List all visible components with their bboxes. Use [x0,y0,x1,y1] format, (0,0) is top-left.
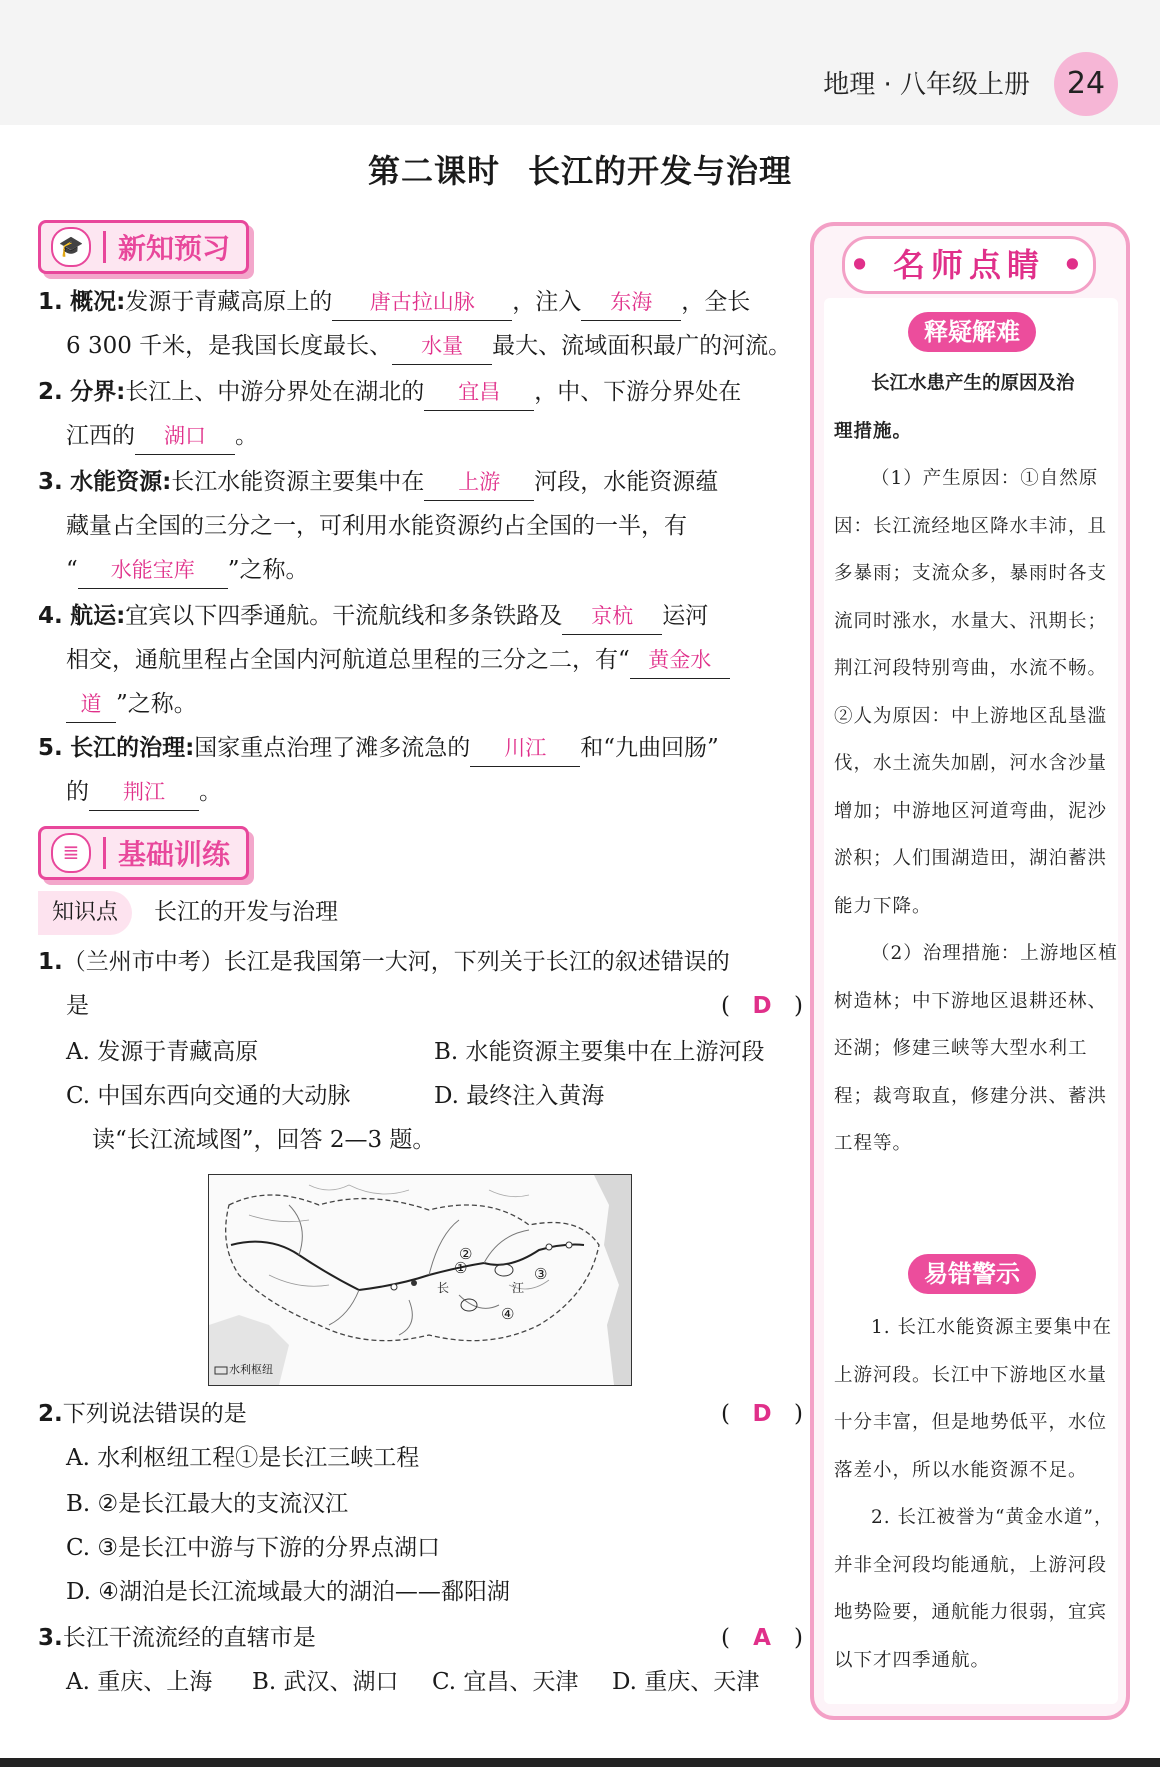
item-text: 发源于青藏高原上的 [125,289,333,315]
answer-blank: 京杭 [562,598,662,635]
sidebar-title-text: 名师点睛 [892,246,1045,284]
question-1-line2 [66,984,803,1028]
item-text: 长江水能资源主要集中在 [171,469,425,495]
answer-blank: 川江 [470,730,580,767]
preview-item-5-line2 [66,770,222,814]
answer-letter: D [752,993,772,1019]
item-heading: 航运 [70,603,117,629]
question-3 [38,1616,803,1660]
answer-blank: 上游 [424,464,534,501]
question-number: 1. [38,949,63,975]
item-text: 。 [235,423,258,449]
item-number: 2. [38,379,63,405]
question-text: 长江干流流经的直辖市是 [62,1625,316,1651]
header-band [0,0,1160,125]
teacher-tips-sidebar [810,222,1130,1720]
preview-item-1-line2 [66,324,791,368]
answer-blank: 黄金水 [630,642,730,679]
section-practice-label: 基础训练 [118,838,231,871]
preview-item-4-line2 [66,638,730,682]
warning-item-2: 2. 长江被誉为“黄金水道”，并非全河段均能通航，上游河段地势险要，通航能力很弱，宜宾以下才四季通航。 [834,1507,1114,1671]
item-text: 江西的 [66,423,135,449]
item-text: 运河 [662,603,709,629]
map-label-2: ② [459,1245,473,1263]
item-text: 国家重点治理了滩多流急的 [194,735,471,761]
preview-item-1: 1. 概况:发源于青藏高原上的 唐古拉山脉 ，注入 东海 ，全长 [38,280,750,324]
explanation-title [834,360,1120,408]
map-legend: 水利枢纽 [229,1363,273,1376]
answer-blank: 道 [66,686,116,723]
book-subject: 地理 · 八年级上册 [823,70,1030,100]
item-text: 。 [199,779,222,805]
item-text: ，全长 [681,289,751,315]
item-text: ”之称。 [227,557,309,583]
preview-item-4-line3 [66,682,197,726]
item-text: 和“九曲回肠” [580,735,719,761]
option-c: C. 宜昌、天津 [432,1669,579,1695]
database-icon: ≣ [51,833,91,873]
option-a: A. 发源于青藏高原 [66,1039,259,1065]
answer-paren: ( D ) [721,984,803,1028]
option-d: D. 最终注入黄海 [434,1083,605,1109]
map-label-4: ④ [501,1305,515,1323]
question-number: 3. [38,1625,63,1651]
option-a: A. 水利枢纽工程①是长江三峡工程 [66,1445,420,1471]
option-d: D. 重庆、天津 [612,1669,760,1695]
item-text: “ [66,557,78,583]
option-c: C. 中国东西向交通的大动脉 [66,1083,351,1109]
item-heading: 水能资源 [70,469,163,495]
explanation-causes: （1）产生原因：①自然原因：长江流经地区降水丰沛，且多暴雨；支流众多，暴雨时各支流同时涨水，水量大、汛期长；荆江河段特别弯曲，水流不畅。②人为原因：中上游地区乱垦滥伐，水土流失加剧，河水含沙量增加；中游地区河道弯曲，泥沙淤积；人们围湖造田，湖泊蓄洪能力下降。 [834,468,1108,917]
item-text: 6 300 千米，是我国长度最长、 [66,333,393,359]
preview-item-2: 2. 分界:长江上、中游分界处在湖北的 宜昌 ，中、下游分界处在 [38,370,741,414]
item-heading: 分界 [70,379,117,405]
item-text: 的 [66,779,89,805]
item-text: ，注入 [512,289,582,315]
answer-blank: 宜昌 [424,374,534,411]
item-text: 河段，水能资源蕴 [534,469,719,495]
item-heading: 概况 [70,289,117,315]
section-preview-label: 新知预习 [118,232,231,265]
section-preview-header [38,220,249,274]
item-text: 最大、流域面积最广的河流。 [492,333,792,359]
option-d: D. ④湖泊是长江流域最大的湖泊——鄱阳湖 [66,1579,510,1605]
map-label-chang: 长 [437,1281,450,1295]
question-number: 2. [38,1401,63,1427]
item-text: ”之称。 [116,691,197,717]
item-heading: 长江的治理 [70,735,186,761]
divider [103,231,106,263]
tag-explanation: 释疑解难 [908,312,1036,352]
item-text: 相交，通航里程占全国内河航道总里程的三分之二，有“ [66,647,630,673]
read-instruction: 读“长江流域图”，回答 2—3 题。 [92,1127,436,1153]
map-drawing [209,1175,631,1385]
question-text: 下列说法错误的是 [62,1401,247,1427]
item-text: 长江上、中游分界处在湖北的 [125,379,425,405]
item-number: 1. [38,289,63,315]
warning-item-1: 1. 长江水能资源主要集中在上游河段。长江中下游地区水量十分丰富，但是地势低平，水位落差小，所以水能资源不足。 [834,1317,1113,1481]
sidebar-content [824,298,1118,1704]
explanation-measures: （2）治理措施：上游地区植树造林；中下游地区退耕还林、还湖；修建三峡等大型水利工程；裁弯取直，修建分洪、蓄洪工程等。 [834,943,1118,1154]
knowledge-point-text: 长江的开发与治理 [153,899,338,925]
explanation-title-b: 理措施。 [834,420,913,442]
answer-blank: 水能宝库 [78,552,228,589]
answer-blank: 水量 [392,328,492,365]
lesson-title [0,146,1160,192]
option-a: A. 重庆、上海 [66,1669,213,1695]
preview-item-2-line2 [66,414,258,458]
warning-text [834,1304,1120,1684]
graduation-cap-icon: 🎓 [51,227,91,267]
answer-paren: ( D ) [721,1392,803,1436]
page-number: 24 [1054,52,1118,116]
answer-paren: ( A ) [721,1616,803,1660]
preview-item-5: 5. 长江的治理:国家重点治理了滩多流急的 川江 和“九曲回肠” [38,726,719,770]
option-c: C. ③是长江中游与下游的分界点湖口 [66,1535,441,1561]
yangtze-basin-map [208,1174,632,1386]
map-label-3: ③ [534,1265,548,1283]
preview-item-3: 3. 水能资源:长江水能资源主要集中在 上游 河段，水能资源蕴 [38,460,718,504]
bottom-bar [0,1758,1160,1767]
option-b: B. ②是长江最大的支流汉江 [66,1491,349,1517]
answer-letter: D [752,1401,772,1427]
knowledge-point-tag: 知识点 [38,891,132,935]
preview-item-3-line2: 藏量占全国的三分之一，可利用水能资源约占全国的一半，有 [66,513,687,539]
explanation-text [834,360,1120,1168]
lesson-title-part1: 第二课时 [367,152,500,190]
sidebar-title: • 名师点睛 • [842,236,1096,294]
knowledge-point [38,890,338,935]
item-number: 5. [38,735,63,761]
option-b: B. 武汉、湖口 [252,1669,399,1695]
tag-warning: 易错警示 [908,1254,1036,1294]
item-text: ，中、下游分界处在 [534,379,742,405]
answer-blank: 荆江 [89,774,199,811]
option-b: B. 水能资源主要集中在上游河段 [434,1039,765,1065]
divider [103,837,106,869]
map-label-jiang: 江 [512,1281,525,1295]
answer-letter: A [753,1625,771,1651]
item-number: 4. [38,603,63,629]
question-1 [38,940,730,984]
explanation-title-a: 长江水患产生的原因及治 [871,373,1075,394]
section-practice-header [38,826,249,880]
question-2 [38,1392,803,1436]
map-label-1: ① [454,1259,468,1277]
answer-blank: 湖口 [135,418,235,455]
question-text: 是 [66,993,89,1019]
answer-blank: 东海 [581,284,681,321]
preview-item-4: 4. 航运:宜宾以下四季通航。干流航线和多条铁路及 京杭 运河 [38,594,708,638]
lesson-title-part2: 长江的开发与治理 [528,152,793,190]
answer-blank: 唐古拉山脉 [332,284,512,321]
preview-item-3-line3 [66,548,309,592]
question-text: （兰州市中考）长江是我国第一大河，下列关于长江的叙述错误的 [62,949,730,975]
item-number: 3. [38,469,63,495]
item-text: 宜宾以下四季通航。干流航线和多条铁路及 [125,603,563,629]
